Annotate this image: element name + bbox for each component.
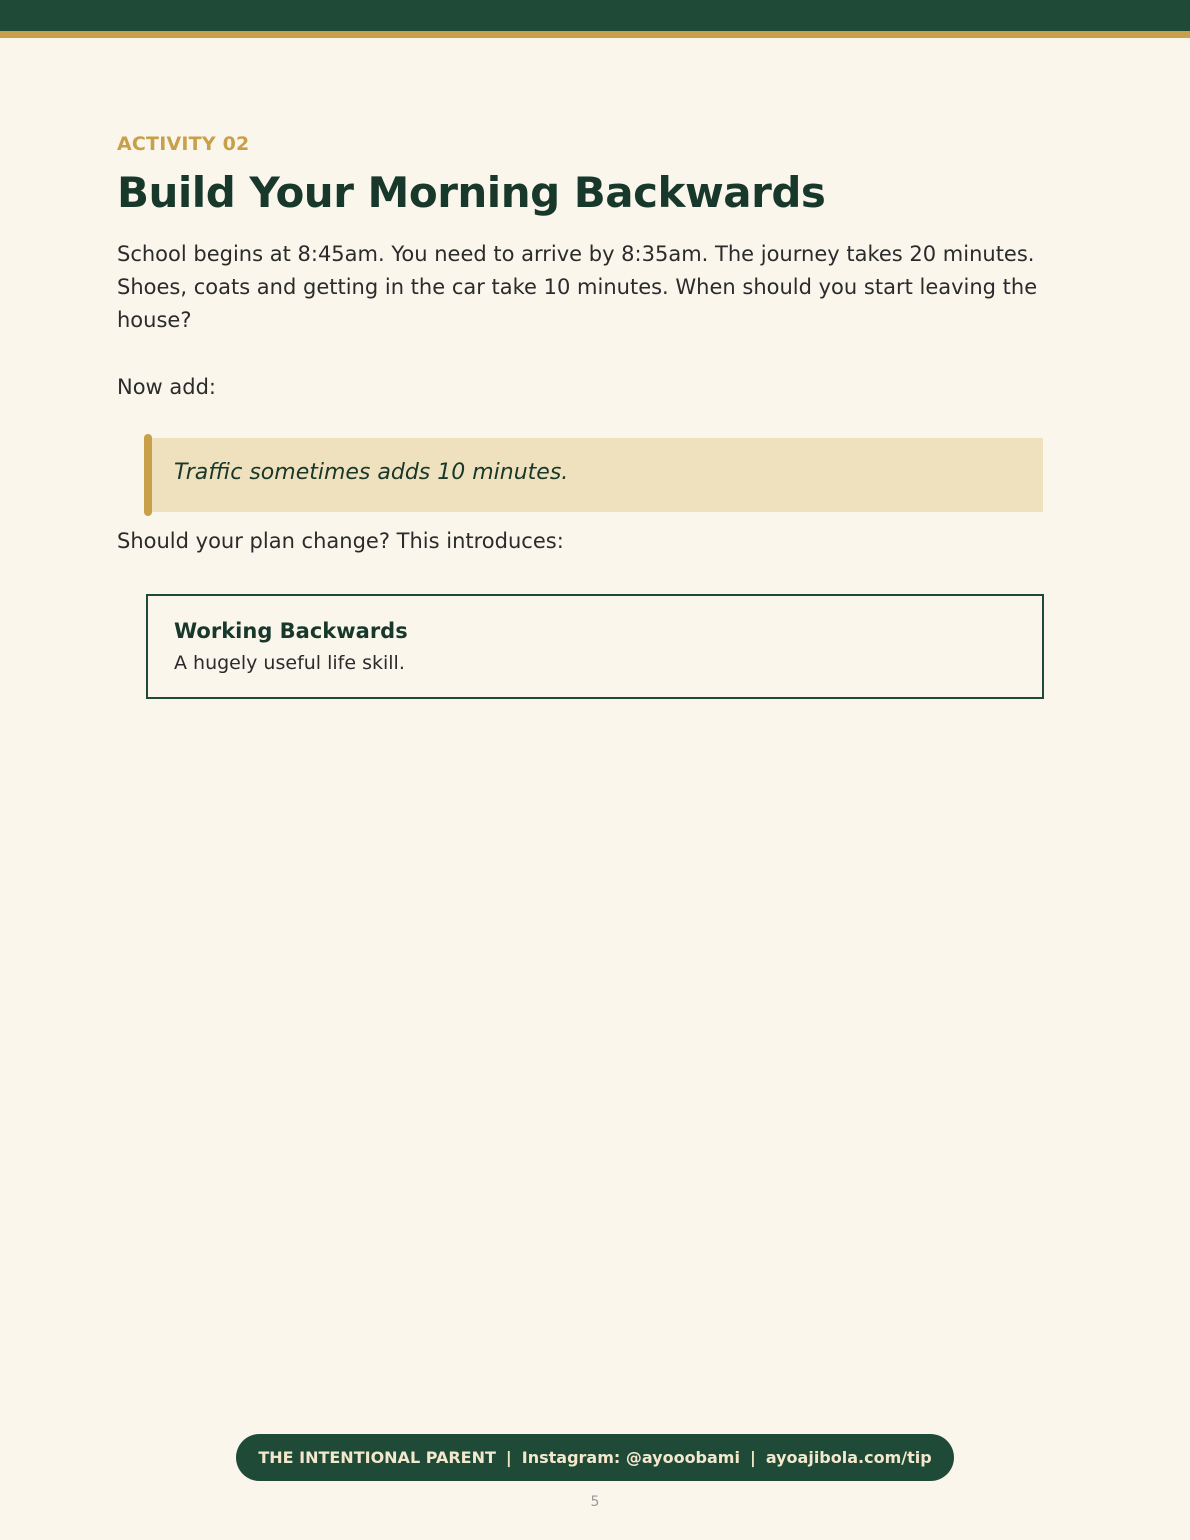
callout-accent-bar: [144, 434, 152, 516]
traffic-callout: [144, 438, 1043, 512]
activity-label: ACTIVITY 02: [117, 133, 250, 155]
top-header-band: [0, 0, 1190, 31]
intro-paragraph: School begins at 8:45am. You need to arrive by 8:35am. The journey takes 20 minutes. Shoes, coats and getting in the car take 10 minutes. When should you start leaving the house?: [117, 242, 1038, 332]
top-accent-stripe: [0, 31, 1190, 38]
concept-box: [146, 594, 1044, 699]
now-add-text: Now add:: [117, 375, 217, 399]
footer-separator: |: [505, 1448, 512, 1467]
footer-banner: [236, 1434, 954, 1481]
concept-title: Working Backwards: [174, 619, 408, 643]
footer-website: ayoajibola.com/tip: [765, 1448, 932, 1467]
main-content: [117, 130, 1077, 674]
page-title: Build Your Morning Backwards: [117, 168, 826, 217]
page-number: 5: [590, 1494, 600, 1510]
callout-text: Traffic sometimes adds 10 minutes.: [174, 460, 569, 485]
concept-text: A hugely useful life skill.: [174, 652, 405, 674]
footer-instagram: Instagram: @ayooobami: [521, 1448, 740, 1467]
footer-brand: THE INTENTIONAL PARENT: [258, 1448, 496, 1467]
plan-question: Should your plan change? This introduces:: [117, 529, 564, 553]
footer-separator: |: [749, 1448, 756, 1467]
